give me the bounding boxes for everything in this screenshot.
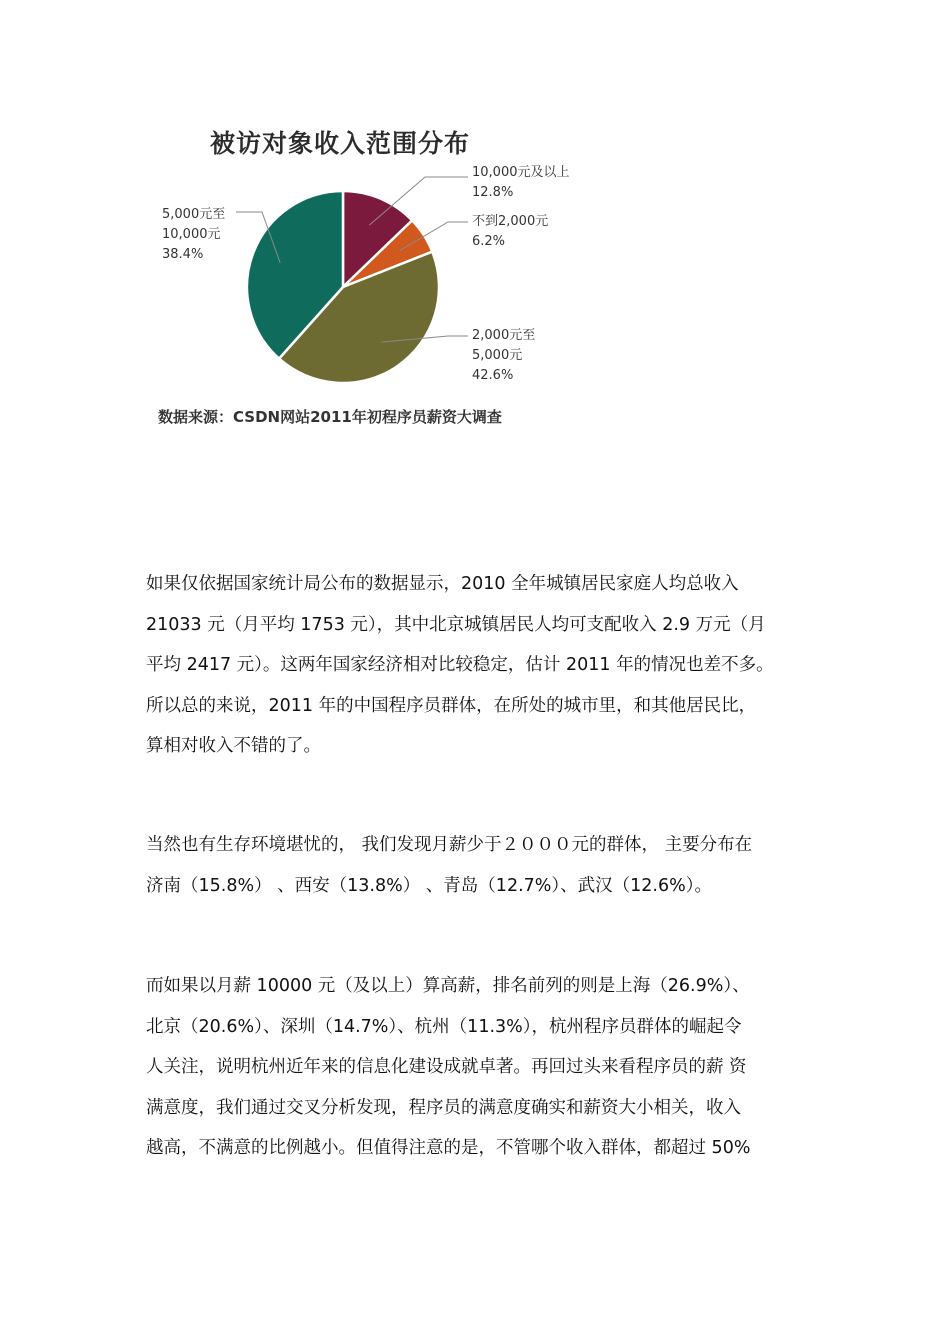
paragraph-income-comparison [146,564,816,767]
paragraph-line: 如果仅依据国家统计局公布的数据显示，2010 全年城镇居民家庭人均总收入 [146,574,739,594]
slice-label-2000-5000: 2,000元至 5,000元 42.6% [472,328,536,383]
paragraph-line: 所以总的来说，2011 年的中国程序员群体，在所处的城市里，和其他居民比， [146,695,757,716]
paragraph-high-income-cities [146,966,816,1169]
paragraph-line: 济南（15.8%） 、西安（13.8%） 、青岛（12.7%）、武汉（12.6%）。 [146,875,712,896]
paragraph-line: 满意度，我们通过交叉分析发现，程序员的满意度确实和薪资大小相关，收入 [146,1097,741,1118]
paragraph-line: 21033 元（月平均 1753 元），其中北京城镇居民人均可支配收入 2.9 万元（月 [146,614,766,635]
paragraph-line: 而如果以月薪 10000 元（及以上）算高薪，排名前列的则是上海（26.9%）、 [146,976,750,996]
slice-label-under-2000: 不到2,000元 6.2% [472,214,549,249]
paragraph-line: 北京（20.6%）、深圳（14.7%）、杭州（11.3%），杭州程序员群体的崛起令 [146,1016,742,1037]
chart-title: 被访对象收入范围分布 [210,129,471,158]
paragraph-line: 越高，不满意的比例越小。但值得注意的是，不管哪个收入群体，都超过 50% [146,1138,751,1158]
slice-label-5000-10000: 5,000元至 10,000元 38.4% [162,207,226,262]
paragraph-line: 人关注，说明杭州近年来的信息化建设成就卓著。再回过头来看程序员的薪 资 [146,1057,747,1077]
paragraph-line: 平均 2417 元）。这两年国家经济相对比较稳定，估计 2011 年的情况也差不多。 [146,655,774,675]
slice-label-10000-plus: 10,000元及以上 12.8% [472,165,570,200]
paragraph-line: 算相对收入不错的了。 [146,736,321,756]
chart-source-note: 数据来源：CSDN网站2011年初程序员薪资大调查 [158,408,502,426]
paragraph-line: 当然也有生存环境堪忧的， 我们发现月薪少于２０００元的群体， 主要分布在 [146,835,753,855]
paragraph-low-income-cities [146,825,816,906]
